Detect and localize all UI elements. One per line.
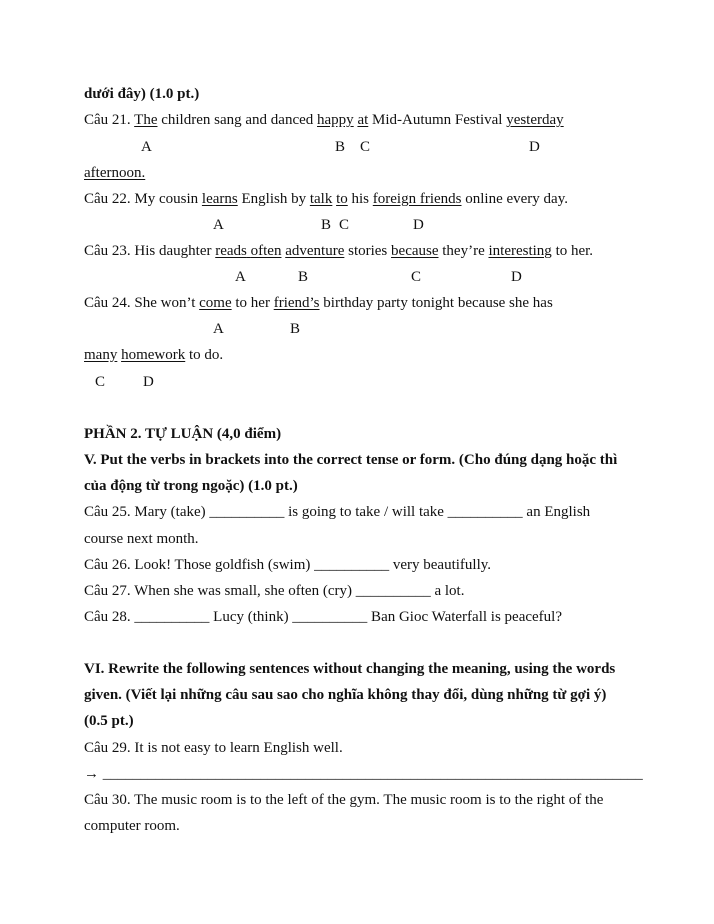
q23-option-c: because bbox=[391, 243, 439, 259]
q24-label-b: B bbox=[290, 321, 301, 337]
q21-label-c: C bbox=[360, 139, 371, 155]
q23-label-d: D bbox=[511, 269, 522, 285]
q21-option-a: The bbox=[134, 112, 158, 128]
q22-option-d: foreign friends bbox=[372, 191, 462, 207]
q21-label-a: A bbox=[141, 139, 152, 155]
part-2-title: PHẦN 2. TỰ LUẬN (4,0 điểm) bbox=[84, 426, 282, 442]
q24-option-c: many bbox=[84, 347, 118, 363]
section-6-title-line-3: (0.5 pt.) bbox=[84, 713, 134, 729]
question-24: Câu 24. She won’t come to her friend’s birthday party tonight because she has bbox=[84, 295, 553, 311]
q22-label-d: D bbox=[413, 217, 424, 233]
question-22: Câu 22. My cousin learns English by talk to his foreign friends online every day. bbox=[84, 191, 568, 207]
question-26: Câu 26. Look! Those goldfish (swim) __________ very beautifully. bbox=[84, 557, 492, 573]
q21-label-b: B bbox=[335, 139, 346, 155]
question-21: Câu 21. The children sang and danced happy at Mid-Autumn Festival yesterday bbox=[84, 112, 564, 128]
q24-option-d: homework bbox=[121, 347, 186, 363]
q24-continuation: many homework to do. bbox=[84, 347, 224, 363]
section-5-title-line-2: của động từ trong ngoặc) (1.0 pt.) bbox=[84, 478, 298, 494]
q23-option-d: interesting bbox=[488, 243, 552, 259]
q21-option-d: yesterday bbox=[506, 112, 564, 128]
q23-option-a: reads bbox=[215, 243, 247, 259]
answer-line: → ________________________________________________________________________ bbox=[84, 766, 643, 782]
q21-continuation: afternoon. bbox=[84, 165, 146, 181]
question-27: Câu 27. When she was small, she often (cry) __________ a lot. bbox=[84, 583, 465, 599]
q22-label-a: A bbox=[213, 217, 224, 233]
question-30: Câu 30. The music room is to the left of the gym. The music room is to the right of the bbox=[84, 792, 604, 808]
q24-label-d: D bbox=[143, 374, 154, 390]
section-6-title-line-2: given. (Viết lại những câu sau sao cho nghĩa không thay đổi, dùng những từ gợi ý) bbox=[84, 687, 607, 703]
question-23: Câu 23. His daughter reads often adventure stories because they’re interesting to her. bbox=[84, 243, 594, 259]
q23-label-a: A bbox=[235, 269, 246, 285]
q23-label-c: C bbox=[411, 269, 422, 285]
q24-option-a: come bbox=[199, 295, 232, 311]
section-5-title-line-1: V. Put the verbs in brackets into the correct tense or form. (Cho đúng dạng hoặc thì bbox=[84, 452, 618, 468]
q22-label-c: C bbox=[339, 217, 350, 233]
q24-option-b: friend’s bbox=[273, 295, 320, 311]
section-intro-tail: dưới đây) (1.0 pt.) bbox=[84, 86, 200, 102]
q23-option-b: adventure bbox=[285, 243, 345, 259]
q23-option-a-2: often bbox=[250, 243, 282, 259]
q21-option-c: at bbox=[357, 112, 369, 128]
q30-continuation: computer room. bbox=[84, 818, 180, 834]
q25-continuation: course next month. bbox=[84, 531, 199, 547]
q22-option-b: talk bbox=[309, 191, 333, 207]
q22-option-a: learns bbox=[201, 191, 238, 207]
q24-label-a: A bbox=[213, 321, 224, 337]
q22-option-c: to bbox=[336, 191, 348, 207]
section-6-title-line-1: VI. Rewrite the following sentences without changing the meaning, using the words bbox=[84, 661, 616, 677]
question-28: Câu 28. __________ Lucy (think) __________ Ban Gioc Waterfall is peaceful? bbox=[84, 609, 562, 625]
q24-label-c: C bbox=[95, 374, 106, 390]
q21-label-d: D bbox=[529, 139, 540, 155]
q21-option-b: happy bbox=[317, 112, 354, 128]
q23-label-b: B bbox=[298, 269, 309, 285]
question-25: Câu 25. Mary (take) __________ is going to take / will take __________ an English bbox=[84, 504, 591, 520]
question-29: Câu 29. It is not easy to learn English well. bbox=[84, 740, 343, 756]
q22-label-b: B bbox=[321, 217, 332, 233]
